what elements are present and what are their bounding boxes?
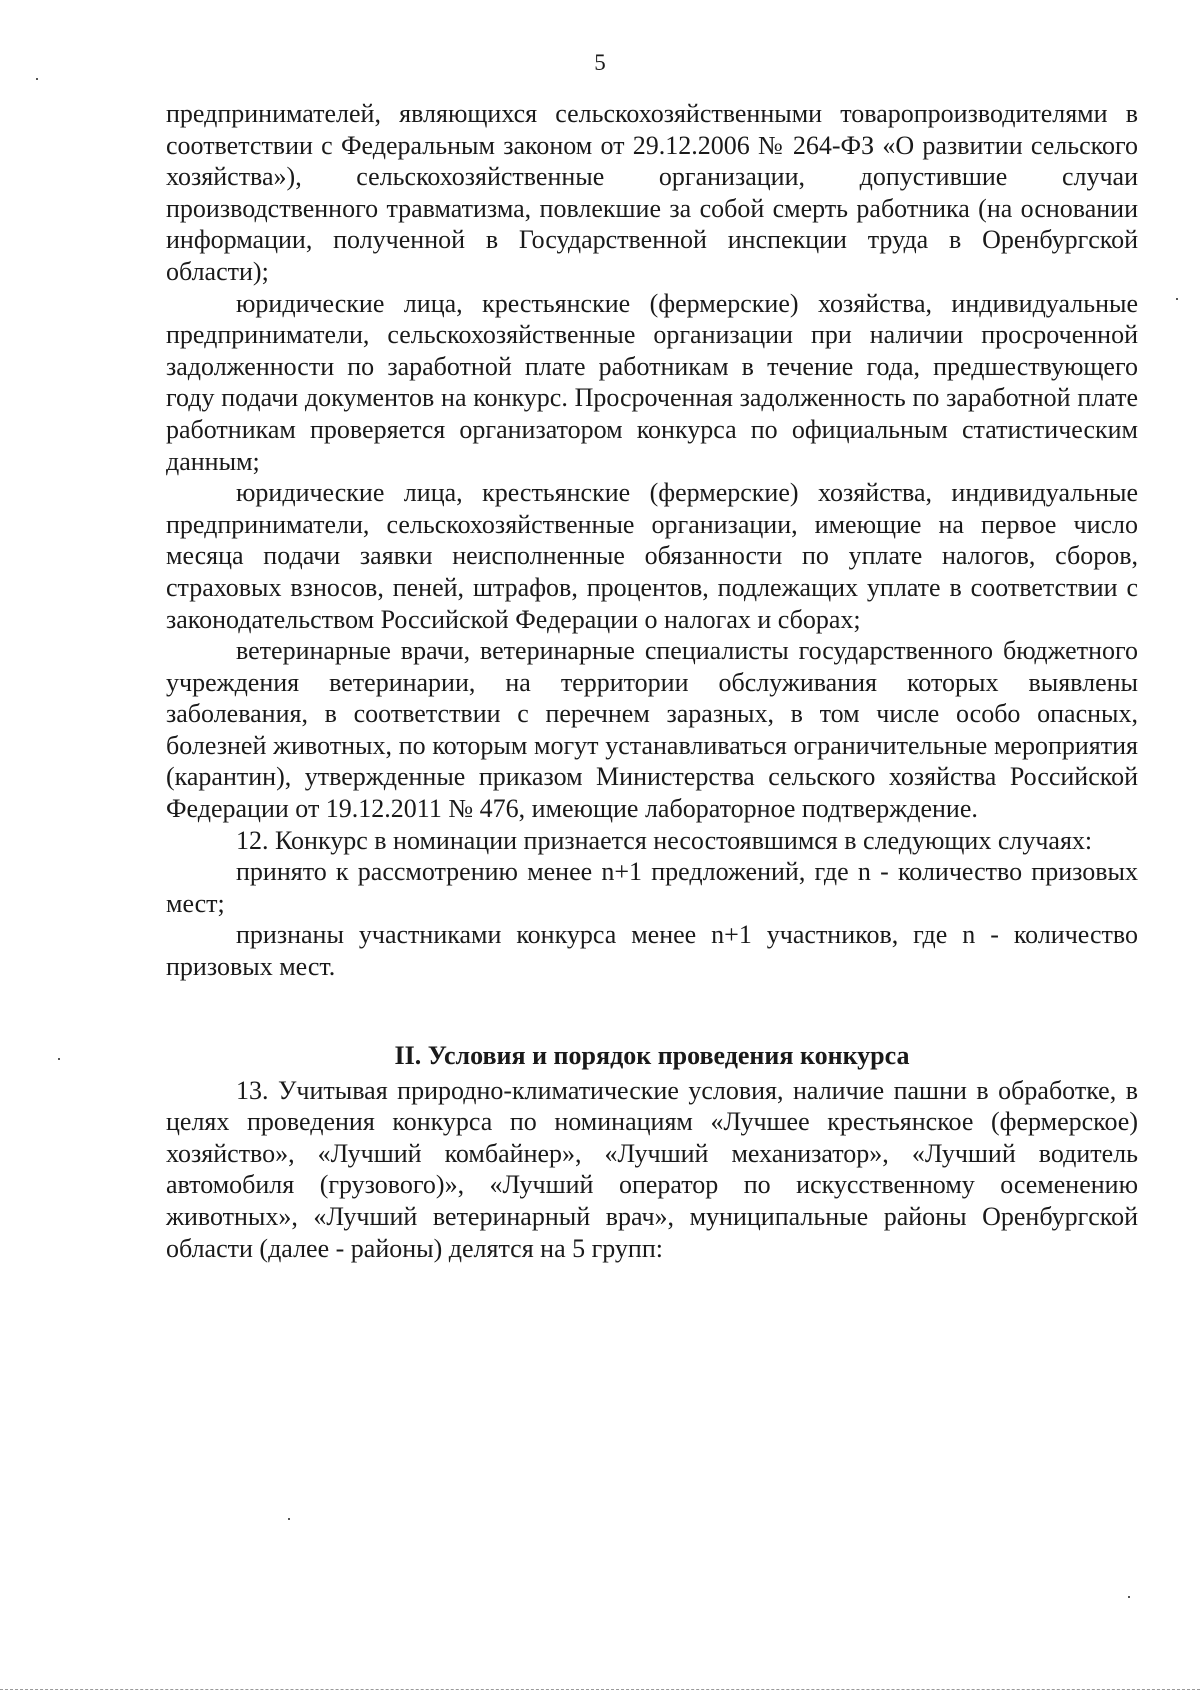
paragraph-proposals-condition: принято к рассмотрению менее n+1 предложений, где n - количество призовых мест; <box>166 857 1138 918</box>
scan-edge-line <box>0 1688 1200 1690</box>
scan-speck <box>36 78 38 80</box>
scan-speck <box>1128 1596 1130 1598</box>
paragraph-veterinary: ветеринарные врачи, ветеринарные специалисты государственного бюджетного учреждения ветеринарии, на территории обслуживания которых выявлены заболевания, в соответствии с перечнем заразных, в том числе особо опасных, болезней животных, по которым могут устанавливаться ограничительные мероприятия (карантин), утвержденные приказом Министерства сельского хозяйства Российской Федерации от 19.12.2011 № 476, имеющие лабораторное подтверждение. <box>166 636 1138 824</box>
paragraph-participants-condition: признаны участниками конкурса менее n+1 участников, где n - количество призовых мест. <box>166 920 1138 982</box>
scan-speck <box>58 1058 60 1060</box>
scan-speck <box>1176 298 1178 300</box>
page-number: 5 <box>594 50 606 75</box>
paragraph-item-12: 12. Конкурс в номинации признается несостоявшимся в следующих случаях: <box>236 825 1093 855</box>
section-heading: II. Условия и порядок проведения конкурса <box>394 1040 910 1070</box>
scan-speck <box>288 1518 290 1520</box>
paragraph-item-13: 13. Учитывая природно-климатические условия, наличие пашни в обработке, в целях проведения конкурса по номинациям «Лучшее крестьянское (фермерское) хозяйство», «Лучший комбайнер», «Лучший механизатор», «Лучший водитель автомобиля (грузового)», «Лучший оператор по искусственному осеменению животных», «Лучший ветеринарный врач», муниципальные районы Оренбургской области (далее - районы) делятся на 5 групп: <box>166 1075 1138 1263</box>
paragraph-wage-arrears: юридические лица, крестьянские (фермерские) хозяйства, индивидуальные предприниматели, сельскохозяйственные организации при наличии просроченной задолженности по заработной плате работникам в течение года, предшествующего году подачи документов на конкурс. Просроченная задолженность по заработной плате работникам проверяется организатором конкурса по официальным статистическим данным; <box>166 288 1138 476</box>
paragraph-tax-obligations: юридические лица, крестьянские (фермерские) хозяйства, индивидуальные предприниматели, сельскохозяйственные организации, имеющие на первое число месяца подачи заявки неисполненные обязанности по уплате налогов, сборов, страховых взносов, пеней, штрафов, процентов, подлежащих уплате в соответствии с законодательством Российской Федерации о налогах и сборах; <box>166 478 1138 634</box>
paragraph-continuation: предпринимателей, являющихся сельскохозяйственными товаропроизводителями в соответствии с Федеральным законом от 29.12.2006 № 264-ФЗ «О развитии сельского хозяйства»), сельскохозяйственные организации, допустившие случаи производственного травматизма, повлекшие за собой смерть работника (на основании информации, полученной в Государственной инспекции труда в Оренбургской области); <box>166 99 1138 286</box>
document-body <box>166 98 1138 1264</box>
